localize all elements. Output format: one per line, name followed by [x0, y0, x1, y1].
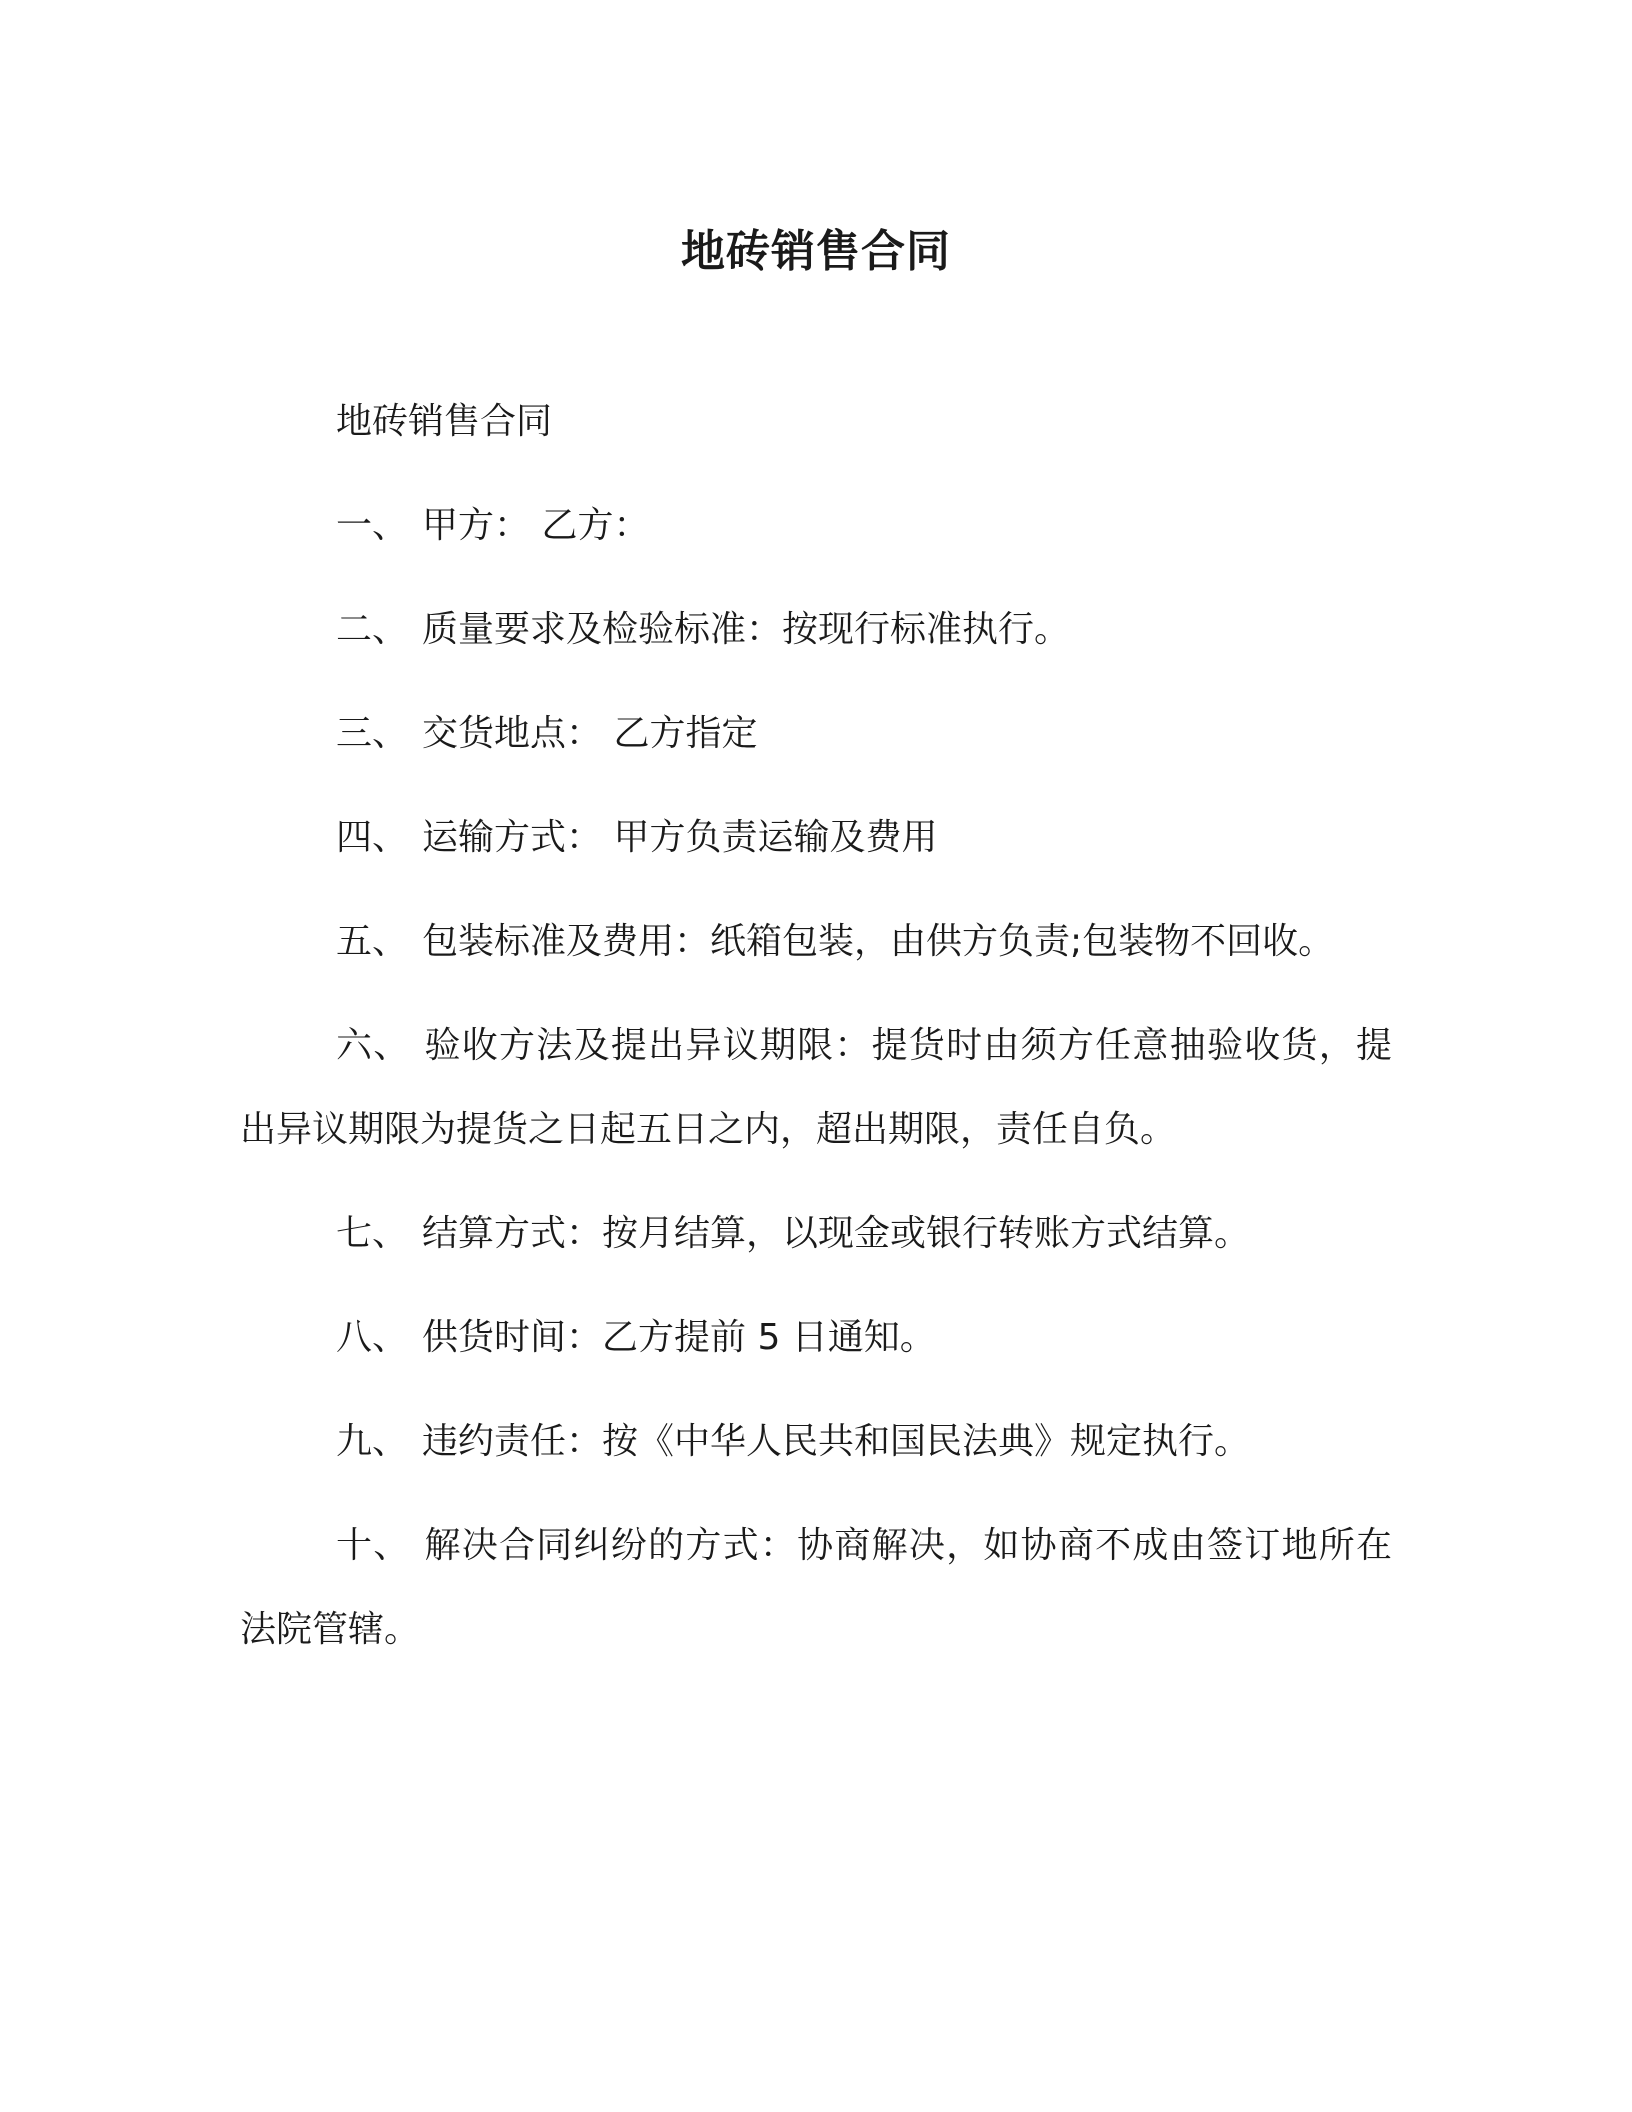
- clause-text: 违约责任：按《中华人民共和国民法典》规定执行。: [422, 1421, 1251, 1462]
- clause-text: 验收方法及提出异议期限：提货时由须方任意抽验收货，提出异议期限为提货之日起五日之内，超出期限，责任自负。: [240, 1025, 1392, 1150]
- clause-number: 七、: [336, 1213, 409, 1254]
- clause-2: [240, 604, 1392, 656]
- document-title: 地砖销售合同: [681, 226, 951, 277]
- clause-number: 九、: [336, 1421, 409, 1462]
- clause-9: [240, 1416, 1392, 1468]
- clause-text: 供货时间：乙方提前 5 日通知。: [422, 1317, 936, 1358]
- clause-text: 甲方： 乙方：: [422, 505, 650, 546]
- clause-number: 三、: [336, 713, 409, 754]
- clause-7: [240, 1208, 1392, 1260]
- clause-number: 四、: [336, 817, 409, 858]
- clause-4: [240, 812, 1392, 864]
- document-body: [240, 396, 1392, 1708]
- clause-text: 结算方式：按月结算，以现金或银行转账方式结算。: [422, 1213, 1251, 1254]
- clause-number: 六、: [336, 1025, 411, 1066]
- clause-number: 二、: [336, 609, 409, 650]
- clause-number: 八、: [336, 1317, 409, 1358]
- clause-1: [240, 500, 1392, 552]
- clause-5: [240, 916, 1392, 968]
- clause-text: 解决合同纠纷的方式：协商解决，如协商不成由签订地所在法院管辖。: [240, 1525, 1392, 1650]
- clause-text: 包装标准及费用：纸箱包装，由供方负责;包装物不回收。: [422, 921, 1335, 962]
- document-subtitle: 地砖销售合同: [336, 401, 553, 442]
- clause-number: 十、: [336, 1525, 411, 1566]
- clause-number: 一、: [336, 505, 409, 546]
- clause-10: [240, 1504, 1392, 1672]
- clause-text: 交货地点： 乙方指定: [422, 713, 758, 754]
- clause-3: [240, 708, 1392, 760]
- clause-6: [240, 1004, 1392, 1172]
- clause-text: 质量要求及检验标准：按现行标准执行。: [422, 609, 1071, 650]
- clause-8: [240, 1312, 1392, 1364]
- clause-text: 运输方式： 甲方负责运输及费用: [422, 817, 938, 858]
- clause-number: 五、: [336, 921, 409, 962]
